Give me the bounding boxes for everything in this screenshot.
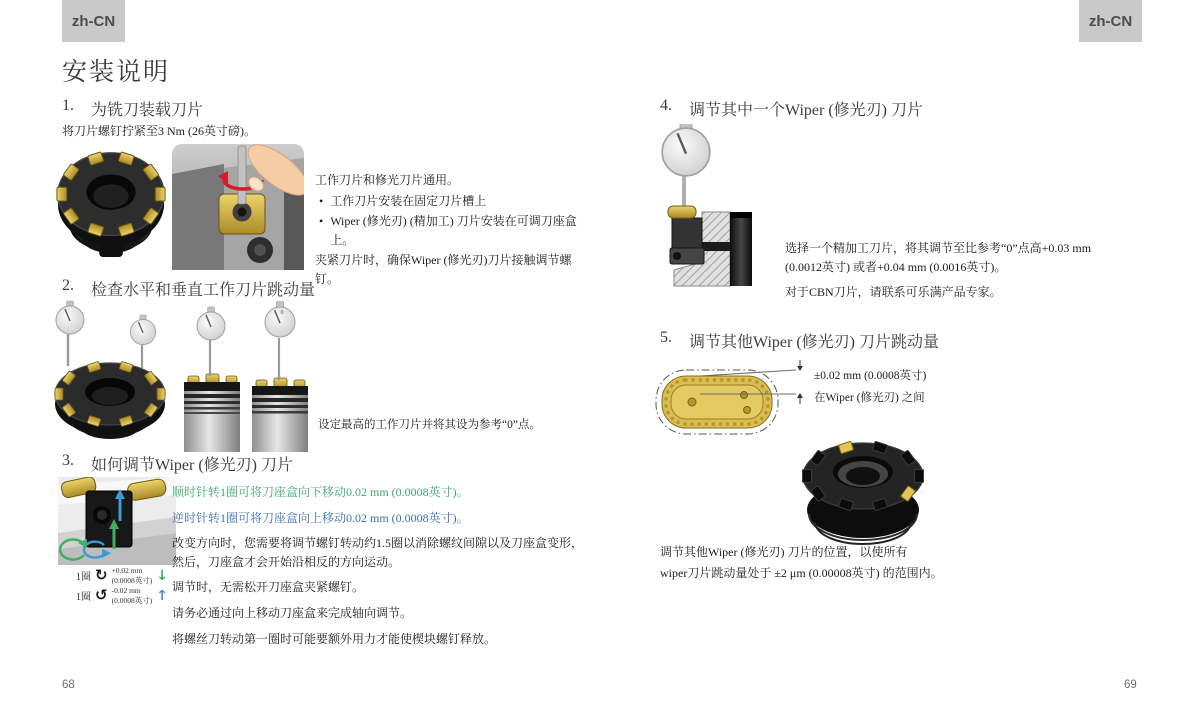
para-no-loosen: 调节时，无需松开刀座盒夹紧螺钉。 (172, 580, 365, 595)
para-direction: 改变方向时，您需要将调节螺钉转动约1.5圈以消除螺纹间隙以及刀座盒变形，然后，刀座盒才会开始沿相反的方向运动。 (172, 536, 584, 569)
down-arrow-icon: ↓ (156, 567, 168, 584)
bullet-work-inserts: 工作刀片安装在固定刀片槽上 (330, 193, 487, 208)
step3-title: 如何调节Wiper (修光刃) 刀片 (91, 457, 293, 474)
runout-check-illustration (48, 296, 316, 454)
step1-torque-note: 将刀片螺钉拧紧至3 Nm (26英寸磅)。 (62, 124, 256, 138)
step4-heading (660, 97, 923, 120)
step5-text (660, 543, 1020, 584)
note-clamp: 夹紧刀片时，确保Wiper (修光刃)刀片接触调节螺钉。 (315, 253, 572, 286)
milling-cutter-illustration (52, 138, 170, 264)
step1-notes (315, 171, 583, 291)
value-inch: (0.0008英寸) (111, 595, 153, 605)
step2-caption: 设定最高的工作刀片并将其设为参考“0”点。 (318, 419, 541, 431)
value-inch: (0.0008英寸) (111, 575, 153, 585)
value-mm: +0.02 mm (111, 566, 143, 575)
step3-text (172, 483, 587, 655)
insert-screw-tightening-illustration (172, 138, 304, 270)
wiper-insert (668, 206, 696, 218)
step4-number: 4. (660, 97, 672, 114)
step5-number: 5. (660, 329, 672, 346)
value-mm: -0.02 mm (111, 586, 141, 595)
screwdriver-shaft (238, 146, 246, 204)
step5-heading (660, 329, 939, 352)
clockwise-note: 顺时针转1圈可将刀座盒向下移动0.02 mm (0.0008英寸)。 (172, 485, 469, 499)
step2-number: 2. (62, 277, 74, 294)
para-finish-up: 请务必通过向上移动刀座盒来完成轴向调节。 (172, 605, 413, 620)
up-arrow-icon (797, 393, 803, 398)
counterclockwise-icon: ↺ (95, 586, 108, 605)
dial-zero-mark: 0 (280, 310, 284, 316)
dial-indicator-icon (662, 124, 710, 176)
cutter-wiper-illustration (788, 410, 938, 548)
turns-label: 1圈 (76, 572, 91, 584)
clockwise-icon: ↻ (95, 566, 108, 585)
note-intro: 工作刀片和修光刀片通用。 (315, 173, 460, 187)
para-cbn: 对于CBN刀片，请联系可乐满产品专家。 (785, 285, 1002, 300)
turn-legend-counterclockwise (76, 586, 168, 606)
bullet-wiper-inserts: Wiper (修光刃) (精加工) 刀片安装在可调刀座盒上。 (330, 214, 577, 247)
turns-label: 1圈 (76, 592, 91, 604)
language-badge-right: zh-CN (1079, 0, 1142, 42)
callout-tolerance: ±0.02 mm (0.0008英寸) (814, 370, 927, 382)
tolerance-callout-lines (700, 358, 808, 406)
step5-title: 调节其他Wiper (修光刃) 刀片跳动量 (689, 334, 939, 351)
dial-indicator-icon (130, 315, 155, 345)
language-badge-left: zh-CN (62, 0, 125, 42)
step1-number: 1. (62, 97, 74, 114)
up-arrow-icon: ↑ (156, 587, 168, 604)
turn-legend-clockwise (76, 566, 168, 586)
para-adjust-line2: wiper刀片跳动量处于 ±2 μm (0.00008英寸) 的范围内。 (660, 565, 943, 580)
step4-title: 调节其中一个Wiper (修光刃) 刀片 (689, 102, 923, 119)
dial-indicator-icon (56, 301, 84, 334)
bullet-icon: • (319, 193, 324, 208)
step2-title: 检查水平和垂直工作刀片跳动量 (91, 282, 316, 299)
down-arrow-icon (797, 366, 803, 371)
page-title: 安装说明 (62, 59, 171, 86)
counterclockwise-note: 逆时针转1圈可将刀座盒向上移动0.02 mm (0.0008英寸)。 (172, 510, 469, 525)
bullet-icon: • (319, 214, 324, 229)
step4-text (785, 239, 1093, 304)
dial-indicator-section-illustration (648, 124, 788, 296)
page-number-left: 68 (62, 679, 75, 691)
step1-heading (62, 97, 203, 120)
para-extra-force: 将螺丝刀转动第一圈时可能要额外用力才能使楔块螺钉释放。 (172, 631, 497, 646)
para-adjust-line1: 调节其他Wiper (修光刃) 刀片的位置，以使所有 (660, 545, 908, 559)
para-select: 选择一个精加工刀片，将其调节至比参考“0”点高+0.03 mm (0.0012英寸) 或者+0.04 mm (0.0016英寸)。 (785, 241, 1092, 274)
step3-heading (62, 452, 293, 475)
page-number-right: 69 (1124, 679, 1137, 691)
dial-indicator-icon (197, 307, 225, 340)
cartridge-adjust-illustration (58, 477, 176, 565)
dial-indicator-icon (265, 302, 295, 337)
step3-number: 3. (62, 452, 74, 469)
step1-title: 为铣刀装载刀片 (91, 102, 204, 119)
callout-between: 在Wiper (修光刃) 之间 (814, 392, 925, 404)
